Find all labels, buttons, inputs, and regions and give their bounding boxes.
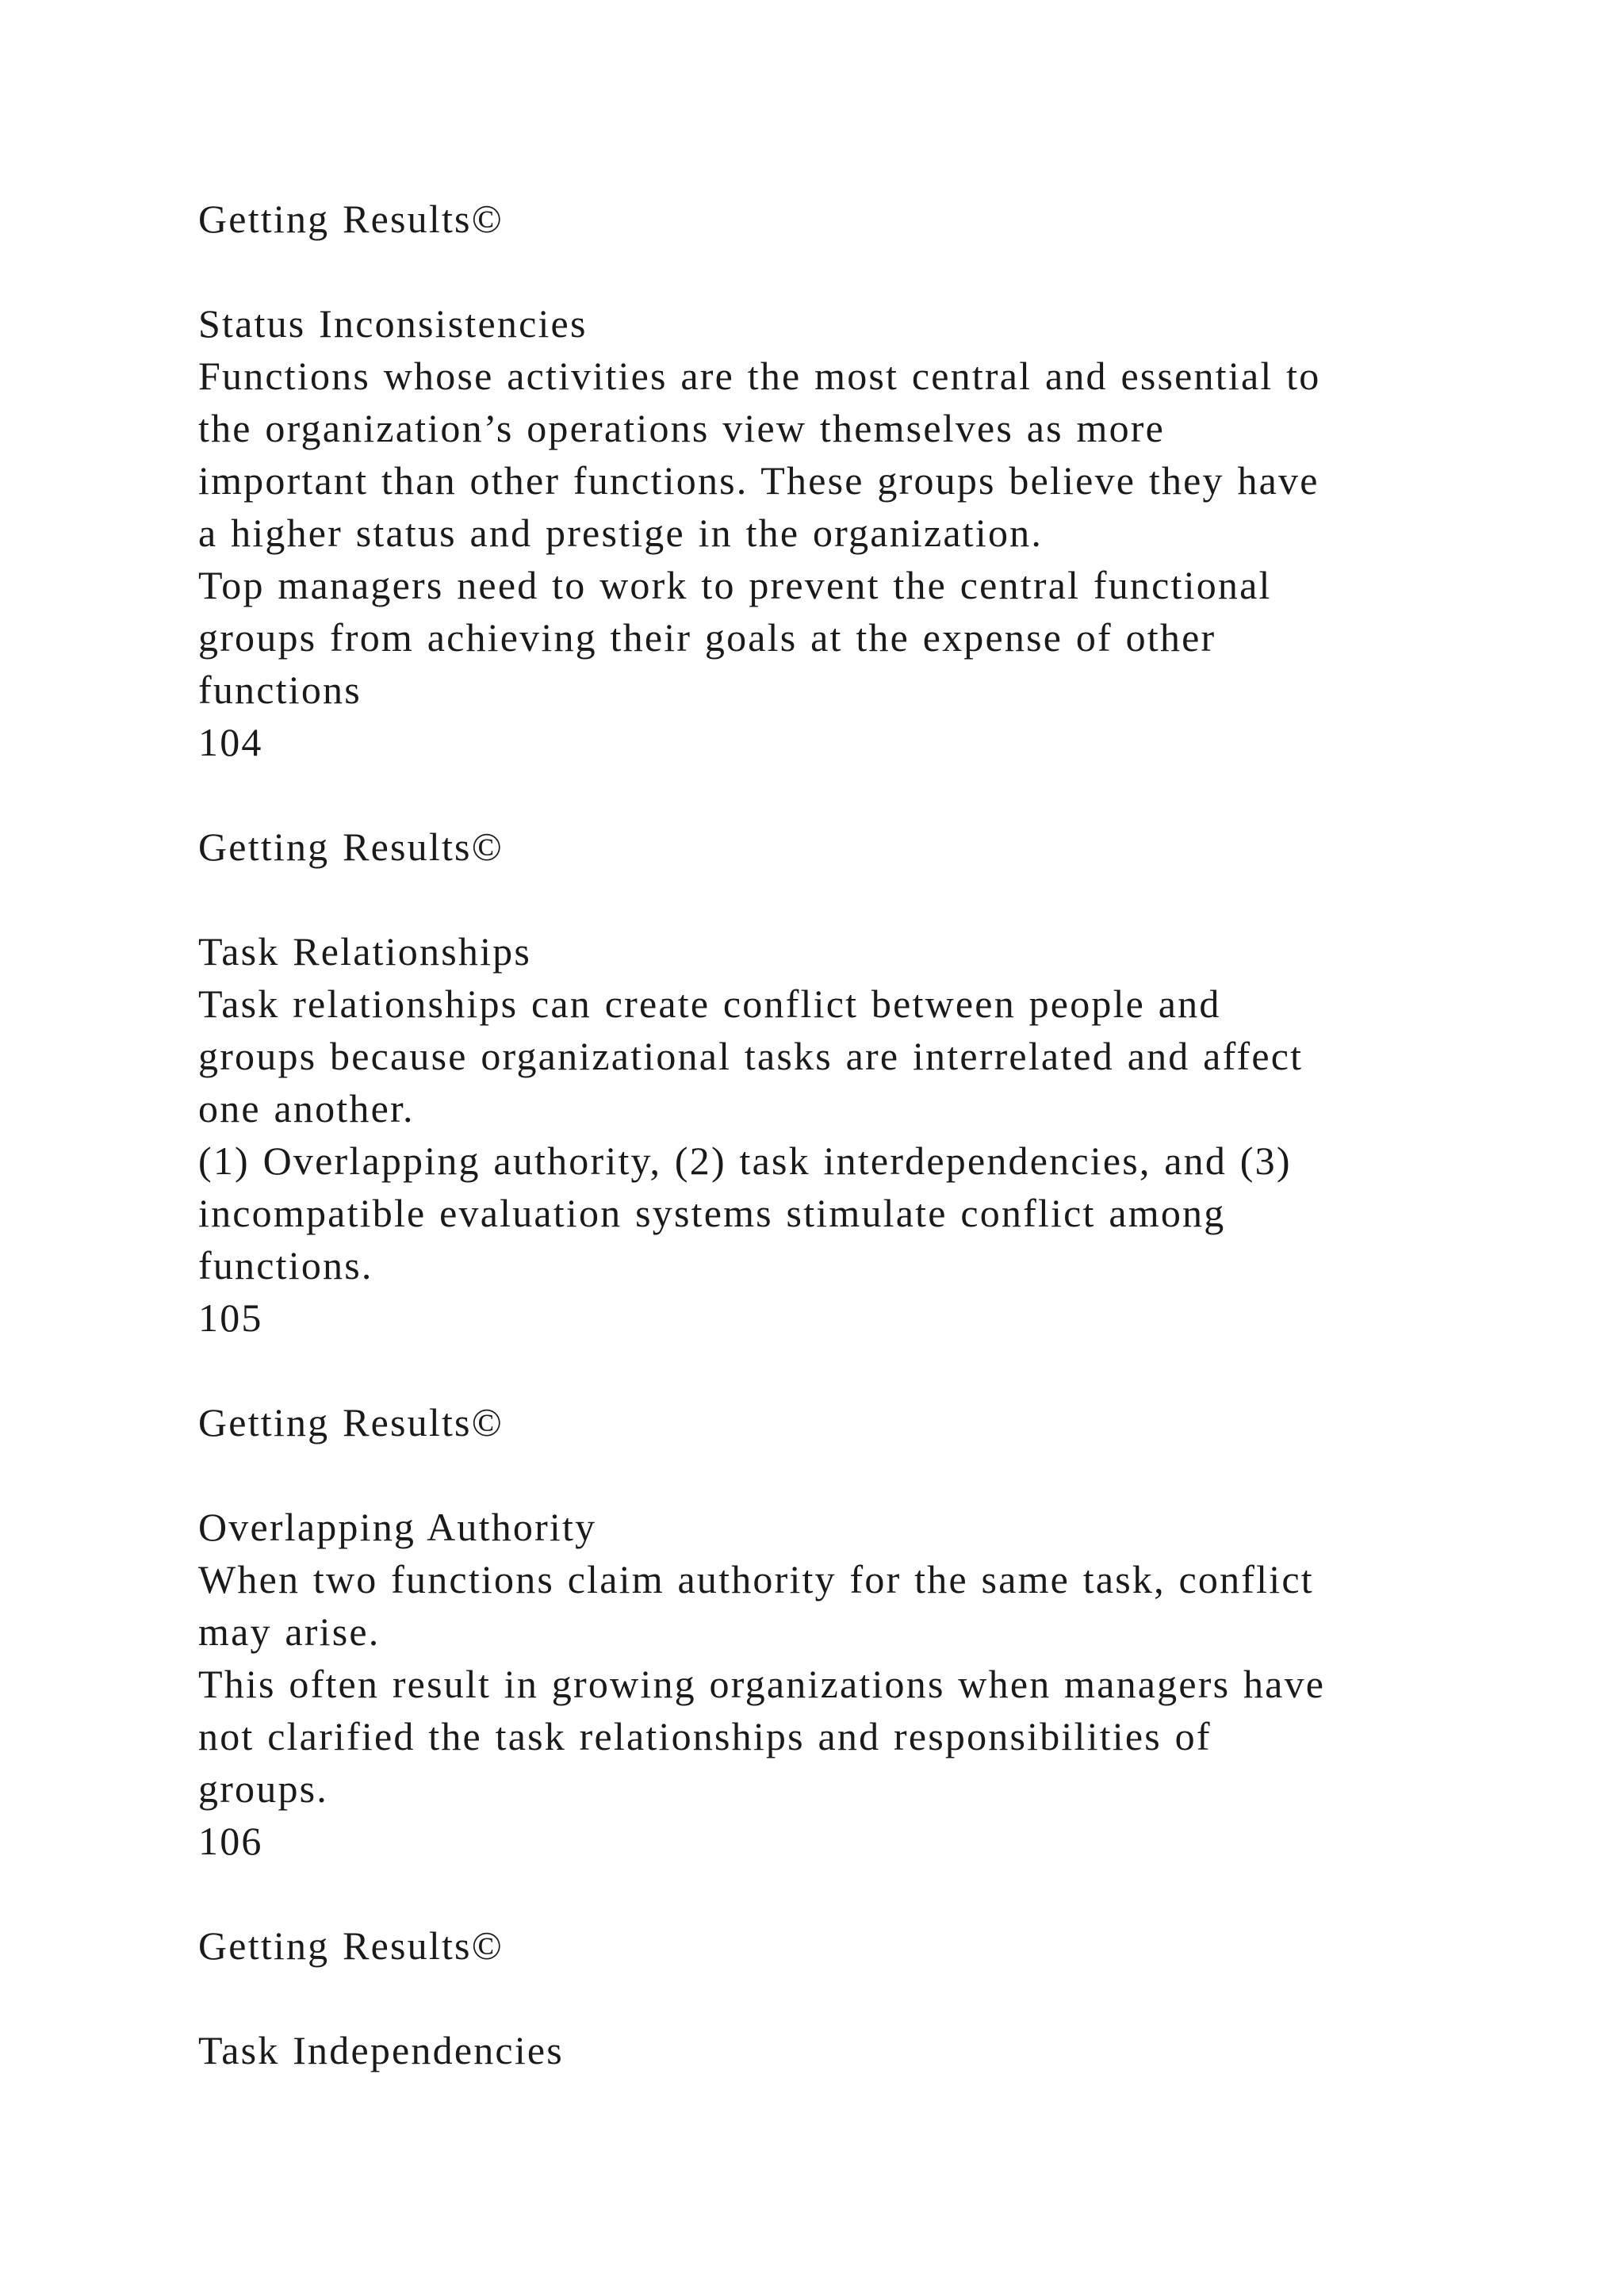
section-title: Task Independencies — [198, 2028, 564, 2072]
document-text — [198, 193, 1467, 2076]
body-line: This often result in growing organizations when managers have — [198, 1662, 1326, 1706]
blank-line — [198, 873, 1467, 925]
body-line: groups because organizational tasks are interrelated and affect — [198, 1034, 1304, 1078]
body-line: (1) Overlapping authority, (2) task interdependencies, and (3) — [198, 1138, 1292, 1183]
body-line: Functions whose activities are the most central and essential to — [198, 354, 1321, 398]
body-line: Top managers need to work to prevent the central functional — [198, 563, 1272, 607]
body-line: incompatible evaluation systems stimulate conflict among — [198, 1191, 1226, 1235]
section-header: Getting Results© — [198, 825, 504, 869]
body-line: one another. — [198, 1086, 415, 1131]
section-title: Status Inconsistencies — [198, 301, 588, 346]
body-line: may arise. — [198, 1609, 381, 1654]
section-header: Getting Results© — [198, 1923, 504, 1968]
body-line: groups from achieving their goals at the expense of other — [198, 615, 1216, 660]
body-line: groups. — [198, 1766, 329, 1811]
section-title: Task Relationships — [198, 929, 532, 974]
section-header: Getting Results© — [198, 1400, 504, 1445]
body-line: a higher status and prestige in the organization. — [198, 511, 1044, 555]
body-line: When two functions claim authority for the same task, conflict — [198, 1557, 1314, 1601]
blank-line — [198, 768, 1467, 821]
blank-line — [198, 245, 1467, 297]
section-header: Getting Results© — [198, 197, 504, 241]
blank-line — [198, 1972, 1467, 2024]
body-line: not clarified the task relationships and responsibilities of — [198, 1714, 1212, 1758]
body-line: the organization’s operations view themselves as more — [198, 406, 1166, 450]
body-line: important than other functions. These groups believe they have — [198, 458, 1320, 503]
section-title: Overlapping Authority — [198, 1505, 597, 1549]
body-line: functions. — [198, 1243, 373, 1288]
body-line: Task relationships can create conflict between people and — [198, 982, 1221, 1026]
page-number: 105 — [198, 1295, 263, 1340]
blank-line — [198, 1448, 1467, 1501]
page-number: 104 — [198, 720, 263, 764]
page-number: 106 — [198, 1819, 263, 1863]
blank-line — [198, 1344, 1467, 1396]
body-line: functions — [198, 668, 362, 712]
blank-line — [198, 1867, 1467, 1919]
